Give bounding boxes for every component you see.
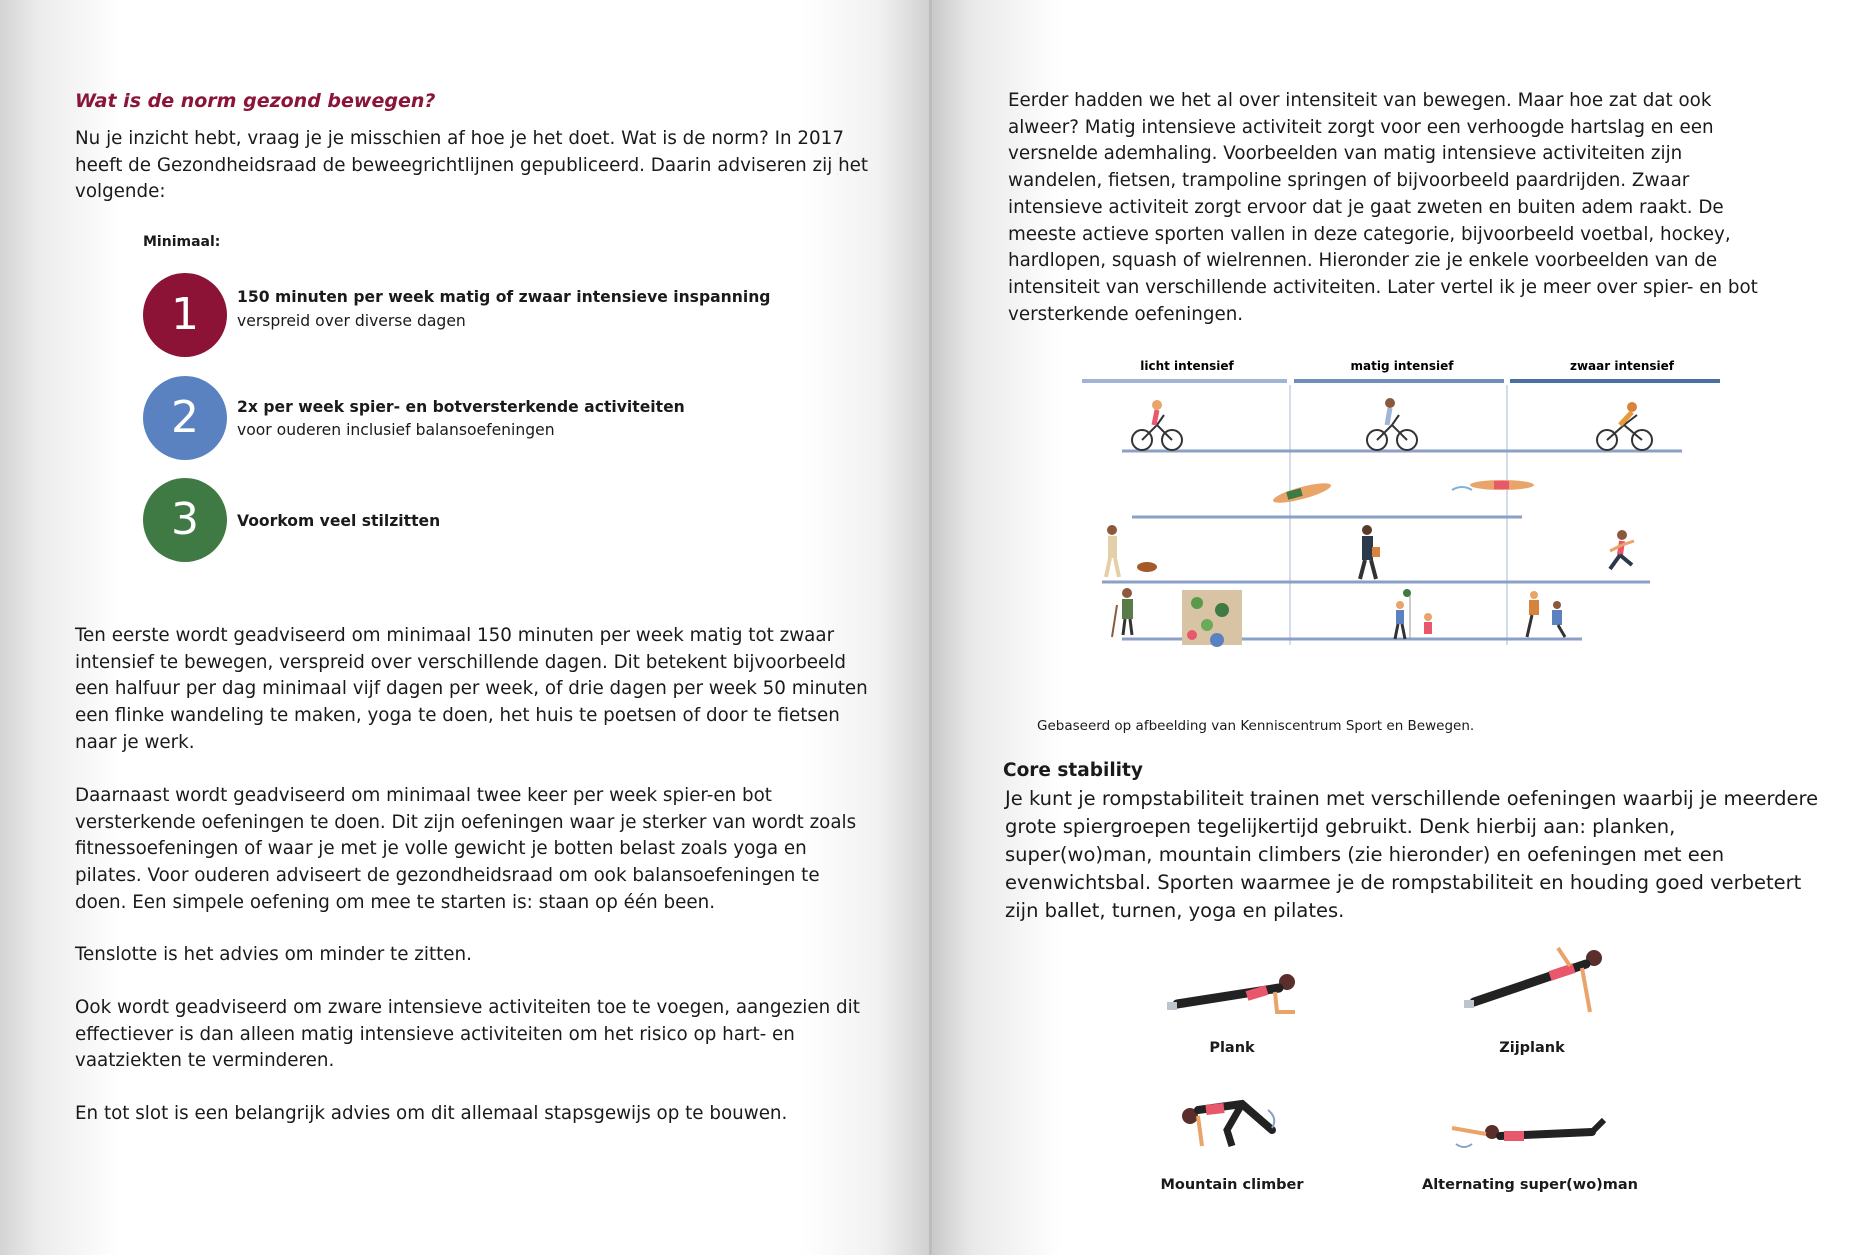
exercise-label-mountain-climber: Mountain climber xyxy=(1160,1177,1304,1193)
racing-cyclist-icon xyxy=(1597,402,1652,450)
rule-2-sub: voor ouderen inclusief balansoefeningen xyxy=(237,421,555,439)
intro-paragraph: Nu je inzicht hebt, vraag je je misschien af hoe je het doet. Wat is de norm? In 2017 heeft de Gezondheidsraad de beweegrichtlijnen gepubliceerd. Daarin adviseren zij het volgende: xyxy=(75,128,869,203)
section-heading: Wat is de norm gezond bewegen? xyxy=(75,90,436,112)
core-stability-title: Core stability xyxy=(1003,760,1143,781)
leisure-cyclist-icon xyxy=(1132,400,1182,450)
mountain-climber-illustration xyxy=(1172,1090,1292,1160)
rule-3-title: Voorkom veel stilzitten xyxy=(237,512,441,530)
side-plank-illustration xyxy=(1454,940,1614,1020)
rule-number-1: 1 xyxy=(143,273,227,357)
basketball-players-icon xyxy=(1527,591,1565,637)
volleyball-players-icon xyxy=(1395,589,1432,639)
paragraph-2: Daarnaast wordt geadviseerd om minimaal twee keer per week spier-en bot versterkende oefeningen te doen. Dit zijn oefeningen waar je sterker van wordt zoals fitnessoefeningen of waar je met je volle gewicht je botten belast zoals yoga en pilates. Voor ouderen adviseert de gezondheidsraad om ook balansoefeningen te doen. Een simpele oefening om mee te starten is: staan op één been. xyxy=(75,785,857,913)
swimmer-icon xyxy=(1271,479,1332,506)
exercise-label-plank: Plank xyxy=(1209,1040,1255,1056)
level-bar-light xyxy=(1082,379,1287,383)
walker-icon xyxy=(1360,525,1380,579)
figure-caption: Gebaseerd op afbeelding van Kenniscentrum Sport en Bewegen. xyxy=(1037,718,1475,734)
level-bar-moderate xyxy=(1294,379,1504,383)
level-label-moderate: matig intensief xyxy=(1350,359,1454,373)
paragraph-3: Tenslotte is het advies om minder te zitten. xyxy=(75,944,472,965)
rule-2-title: 2x per week spier- en botversterkende activiteiten xyxy=(237,398,685,416)
rule-1-title: 150 minuten per week matig of zwaar intensieve inspanning xyxy=(237,288,771,306)
rule-number-2: 2 xyxy=(143,376,227,460)
level-label-light: licht intensief xyxy=(1140,359,1234,373)
intensity-illustration xyxy=(1082,355,1732,655)
core-stability-paragraph: Je kunt je rompstabiliteit trainen met verschillende oefeningen waarbij je meerdere grote spiergroepen tegelijkertijd gebruikt. Denk hierbij aan: planken, super(wo)man, mountain climbers (zie hieronder) en oefeningen met een evenwichtsbal. Sporten waarmee je de rompstabiliteit en houding goed verbetert zijn ballet, turnen, yoga en pilates. xyxy=(1005,787,1819,922)
runner-icon xyxy=(1610,530,1634,569)
exercise-label-side-plank: Zijplank xyxy=(1499,1040,1565,1056)
plank-illustration xyxy=(1157,960,1307,1030)
rule-number-3: 3 xyxy=(143,478,227,562)
superman-illustration xyxy=(1442,1110,1612,1160)
right-page xyxy=(932,0,1864,1255)
minimum-label: Minimaal: xyxy=(143,234,221,250)
paragraph-1: Ten eerste wordt geadviseerd om minimaal 150 minuten per week matig tot zwaar intensief te bewegen, verspreid over verschillende dagen. Dit betekent bijvoorbeeld een halfuur per dag minimaal vijf dagen per week, of drie dagen per week 50 minuten een flinke wandeling te maken, yoga te doen, het huis te poetsen of door te fietsen naar je werk. xyxy=(75,625,868,753)
level-bar-vigorous xyxy=(1510,379,1720,383)
paragraph-4: Ook wordt geadviseerd om zware intensieve activiteiten toe te voegen, aangezien dit effectiever is dan alleen matig intensieve activiteiten om het risico op hart- en vaatziekten te verminderen. xyxy=(75,997,860,1072)
intensity-paragraph: Eerder hadden we het al over intensiteit van bewegen. Maar hoe zat dat ook alweer? Matig intensieve activiteit zorgt voor een verhoogde hartslag en een versnelde ademhaling. Voorbeelden van matig intensieve activiteiten zijn wandelen, fietsen, trampoline springen of bijvoorbeeld paardrijden. Zwaar intensieve activiteit zorgt ervoor dat je gaat zweten en buiten adem raakt. De meeste actieve sporten vallen in deze categorie, bijvoorbeeld voetbal, hockey, hardlopen, squash of wielrennen. Hieronder zie je enkele voorbeelden van de intensiteit van verschillende activiteiten. Later vertel ik je meer over spier- en bot versterkende oefeningen. xyxy=(1008,90,1758,325)
commuter-cyclist-icon xyxy=(1367,398,1417,450)
rule-1-sub: verspreid over diverse dagen xyxy=(237,312,466,330)
dog-walker-icon xyxy=(1106,525,1157,577)
exercise-label-superman: Alternating super(wo)man xyxy=(1421,1177,1638,1193)
gardener-icon xyxy=(1112,588,1133,637)
paragraph-5: En tot slot is een belangrijk advies om dit allemaal stapsgewijs op te bouwen. xyxy=(75,1103,788,1124)
level-label-vigorous: zwaar intensief xyxy=(1569,359,1675,373)
swimmer-fast-icon xyxy=(1452,480,1534,490)
plant-shelf-icon xyxy=(1182,590,1242,647)
